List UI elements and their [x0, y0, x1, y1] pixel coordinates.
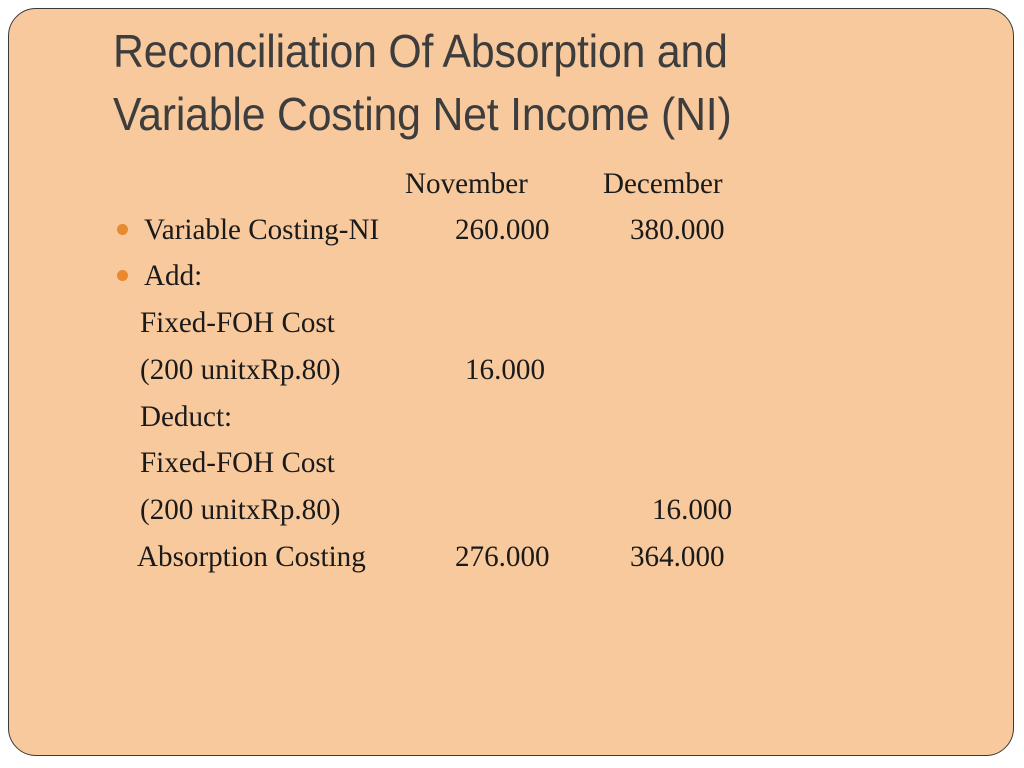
- row-deduct-label: Deduct:: [140, 400, 233, 433]
- row-variable-ni-december: 380.000: [630, 213, 725, 246]
- row-variable-ni-november: 260.000: [455, 213, 550, 246]
- row-deduct-item1-label: Fixed-FOH Cost: [140, 446, 335, 479]
- row-add-label: Add:: [144, 259, 203, 292]
- title-line-1: Reconciliation Of Absorption and: [113, 25, 728, 77]
- header-december: December: [603, 167, 723, 200]
- row-deduct-item2-december: 16.000: [652, 493, 733, 526]
- row-absorption-december: 364.000: [630, 540, 725, 573]
- slide-title: [113, 20, 876, 146]
- row-add-item2-november: 16.000: [465, 353, 546, 386]
- row-variable-ni-label: Variable Costing-NI: [144, 213, 380, 246]
- row-absorption-november: 276.000: [455, 540, 550, 573]
- bullet-icon: [117, 270, 128, 281]
- row-add-item2-label: (200 unitxRp.80): [140, 353, 341, 386]
- bullet-icon: [117, 224, 128, 235]
- row-add-item1-label: Fixed-FOH Cost: [140, 306, 335, 339]
- title-line-2: Variable Costing Net Income (NI): [113, 88, 732, 140]
- row-deduct-item2-label: (200 unitxRp.80): [140, 493, 341, 526]
- row-absorption-label: Absorption Costing: [137, 540, 366, 573]
- header-november: November: [405, 167, 528, 200]
